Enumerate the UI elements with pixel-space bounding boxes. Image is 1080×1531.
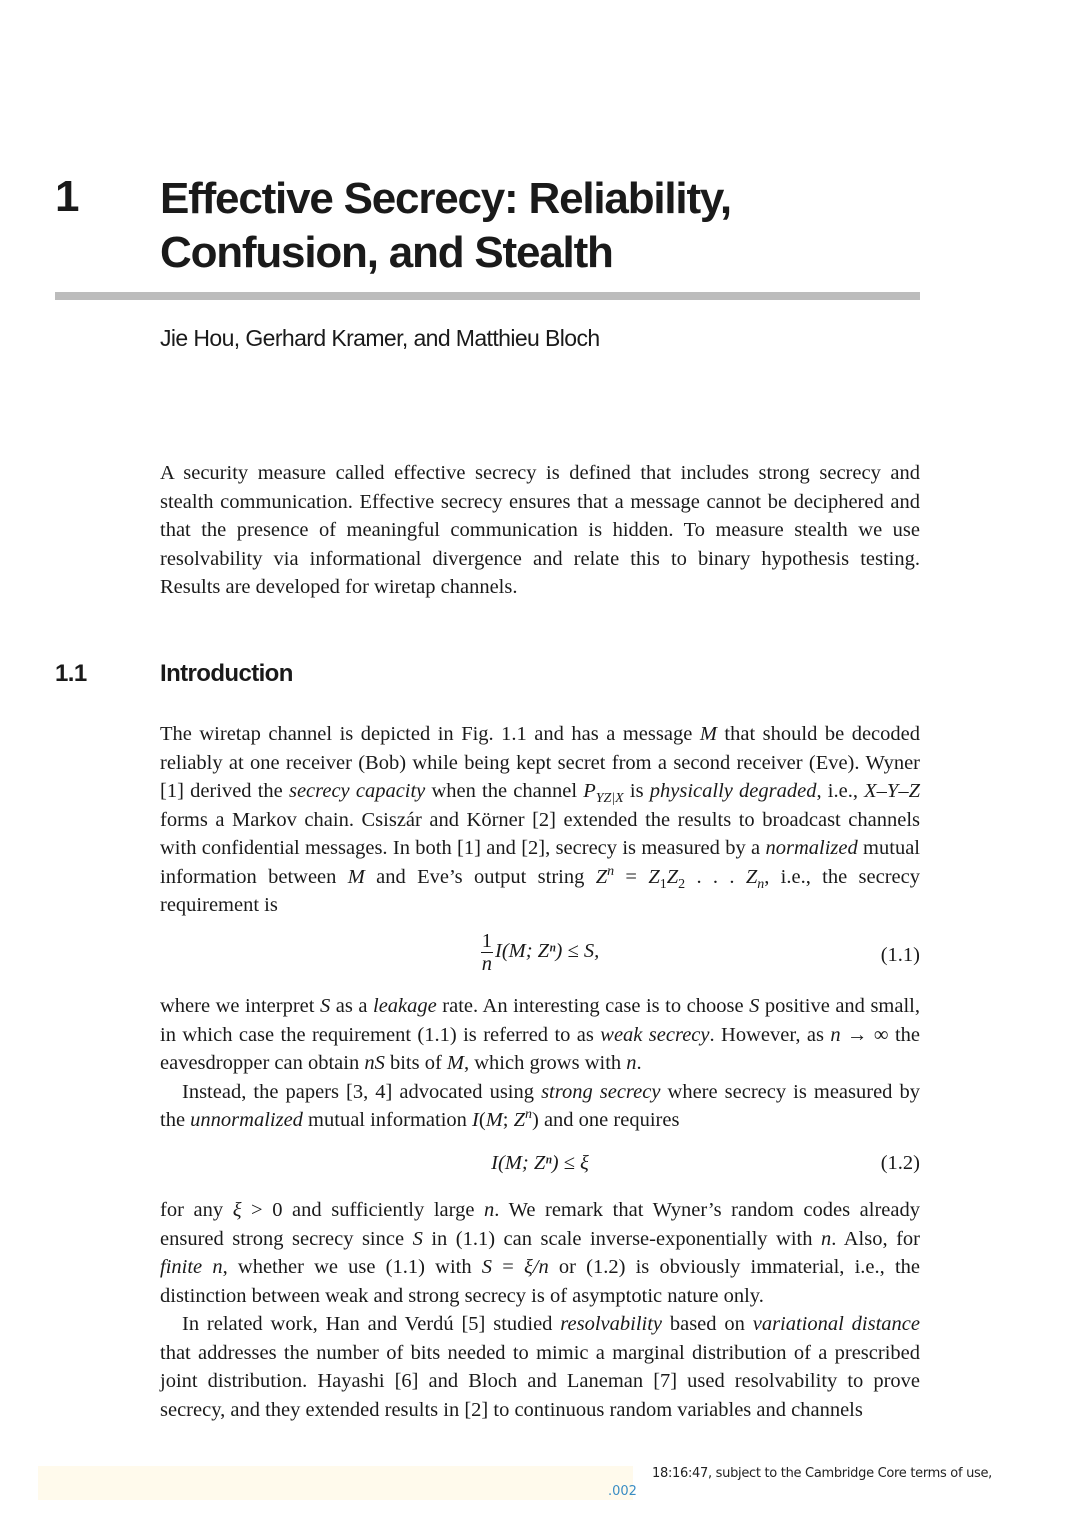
text-run: . We remark that Wyner’s random codes already ensured strong secrecy since: [160, 1199, 920, 1250]
emphasized-text: leakage: [373, 995, 437, 1017]
emphasized-text: n: [484, 1199, 495, 1221]
intro-paragraph-4: [160, 1196, 920, 1310]
text-run: rate. An interesting case is to choose: [436, 995, 750, 1017]
emphasized-text: finite n: [160, 1256, 223, 1278]
text-run: . However, as: [709, 1023, 831, 1046]
emphasized-text: M: [347, 865, 365, 888]
emphasized-text: X–Y–Z: [864, 780, 920, 802]
emphasized-text: S: [320, 995, 331, 1017]
abstract: [160, 459, 920, 602]
emphasized-text: n: [607, 863, 615, 879]
footer-highlight-band: [38, 1466, 633, 1500]
emphasized-text: n: [830, 1023, 841, 1046]
emphasized-text: ξ/n: [523, 1256, 549, 1278]
intro-paragraph-4-block: [160, 1196, 920, 1424]
emphasized-text: normalized: [765, 837, 858, 859]
emphasized-text: ξ: [232, 1199, 242, 1221]
text-run: that addresses the number of bits needed to mimic a marginal distribution of a prescribed joint distribution. Hayashi [6] and Bloch and Laneman [7] used resolvability to prove secrecy, and they extended results in [2] to continuous random variables and channels: [160, 1341, 920, 1421]
text-run: ;: [502, 1109, 514, 1131]
emphasized-text: weak secrecy: [600, 1023, 710, 1046]
text-run: .: [636, 1052, 642, 1074]
text-run: . . .: [685, 865, 746, 888]
text-run: for any: [160, 1199, 233, 1221]
emphasized-text: M: [446, 1052, 464, 1074]
chapter-authors: Jie Hou, Gerhard Kramer, and Matthieu Bloch: [160, 325, 600, 351]
emphasized-text: n: [821, 1227, 832, 1250]
emphasized-text: unnormalized: [190, 1109, 303, 1131]
emphasized-text: S: [481, 1256, 493, 1278]
text-run: based on: [662, 1313, 753, 1335]
emphasized-text: n: [525, 1107, 532, 1123]
title-divider: [55, 292, 920, 300]
text-run: , which grows with: [464, 1052, 627, 1074]
text-run: > 0 and sufficiently large: [241, 1199, 485, 1221]
text-run: In related work, Han and Verdú [5] studied: [182, 1313, 561, 1335]
emphasized-text: n: [626, 1052, 637, 1074]
emphasized-text: Z: [595, 865, 608, 888]
equation-1-1: [160, 930, 920, 980]
text-run: Instead, the papers [3, 4] advocated using: [182, 1080, 542, 1103]
text-run: → ∞ the eavesdropper can obtain: [160, 1023, 920, 1074]
section-title: Introduction: [160, 660, 293, 687]
emphasized-text: Z: [648, 865, 660, 888]
fraction-numerator: 1: [481, 930, 492, 952]
intro-paragraph-3: [160, 1078, 920, 1135]
equation-expression: I(M; Zⁿ) ≤ ξ: [491, 1152, 589, 1174]
chapter-title: [160, 172, 920, 280]
emphasized-text: physically degraded: [649, 780, 817, 802]
fraction-denominator: n: [481, 953, 492, 975]
footer-doi-link[interactable]: .002: [608, 1484, 637, 1499]
text-run: and Eve’s output string: [364, 865, 596, 888]
text-run: . Also, for: [831, 1227, 921, 1250]
text-run: ) and one requires: [532, 1109, 680, 1131]
emphasized-text: n: [757, 876, 765, 892]
emphasized-text: YZ|X: [595, 791, 624, 807]
intro-paragraph-2-block: [160, 992, 920, 1135]
text-run: 1: [659, 876, 667, 892]
abstract-paragraph: [160, 459, 920, 602]
text-run: is: [623, 780, 650, 802]
emphasized-text: S: [412, 1227, 423, 1250]
chapter-title-line-2: Confusion, and Stealth: [160, 228, 613, 277]
emphasized-text: secrecy capacity: [288, 780, 426, 802]
text-run: The wiretap channel is depicted in Fig. 1.1 and has a message: [160, 723, 700, 745]
fraction: [481, 930, 493, 975]
text-run: as a: [330, 995, 374, 1017]
text-run: mutual information: [302, 1109, 473, 1131]
text-run: positive and small, in which case the requirement (1.1) is referred to as: [160, 995, 920, 1046]
emphasized-text: strong secrecy: [541, 1080, 661, 1103]
text-run: bits of: [384, 1052, 447, 1074]
emphasized-text: Z: [513, 1109, 525, 1131]
emphasized-text: S: [749, 995, 760, 1017]
text-run: forms a Markov chain. Csiszár and Körner [2] extended the results to broadcast channels with confidential messages. In both [1] and [2], secrecy is measured by a: [160, 808, 920, 859]
text-run: mutual information between: [160, 837, 920, 888]
emphasized-text: Z: [745, 865, 758, 888]
emphasized-text: M: [699, 723, 717, 745]
intro-paragraph-1-block: [160, 720, 920, 920]
text-run: 2: [678, 876, 686, 892]
emphasized-text: P: [583, 780, 596, 802]
text-run: , i.e.,: [816, 780, 865, 802]
text-run: A security measure called effective secrecy is defined that includes strong secrecy and stealth communication. Effective secrecy ensures that a message cannot be deciphered and that the presence of meaningful communication is hidden. To measure stealth we use resolvability via informational divergence and relate this to binary hypothesis testing. Results are developed for wiretap channels.: [160, 462, 920, 598]
equation-label: (1.2): [880, 1152, 920, 1174]
section-number: 1.1: [55, 660, 87, 687]
text-run: =: [614, 865, 649, 888]
intro-paragraph-1: [160, 720, 920, 920]
text-run: or (1.2) is obviously immaterial, i.e., the distinction between weak and strong secrecy is of asymptotic nature only.: [160, 1256, 921, 1307]
equation-expression: I(M; Zⁿ) ≤ S,: [495, 940, 600, 963]
text-run: in (1.1) can scale inverse-exponentially with: [422, 1227, 822, 1250]
intro-paragraph-2: [160, 992, 920, 1078]
text-run: where secrecy is measured by the: [160, 1080, 920, 1131]
equation-1-2: [160, 1152, 920, 1180]
emphasized-text: nS: [364, 1052, 385, 1074]
footer-terms[interactable]: 18:16:47, subject to the Cambridge Core terms of use,: [652, 1466, 993, 1481]
emphasized-text: resolvability: [560, 1313, 663, 1335]
text-run: (: [478, 1109, 486, 1131]
text-run: , whether we use (1.1) with: [222, 1256, 482, 1278]
text-run: =: [492, 1256, 524, 1278]
emphasized-text: M: [485, 1109, 503, 1131]
equation-label: (1.1): [880, 944, 920, 966]
emphasized-text: variational distance: [752, 1313, 920, 1335]
intro-paragraph-5: [160, 1310, 920, 1424]
chapter-number: 1: [55, 172, 79, 221]
text-run: where we interpret: [160, 995, 320, 1017]
text-run: , i.e., the secrecy requirement is: [160, 865, 921, 916]
text-run: when the channel: [425, 780, 584, 802]
text-run: that should be decoded reliably at one receiver (Bob) while being kept secret from a second receiver (Eve). Wyner [1] derived the: [160, 723, 921, 802]
emphasized-text: I: [472, 1109, 479, 1131]
emphasized-text: Z: [666, 865, 679, 888]
chapter-title-line-1: Effective Secrecy: Reliability,: [160, 174, 731, 223]
